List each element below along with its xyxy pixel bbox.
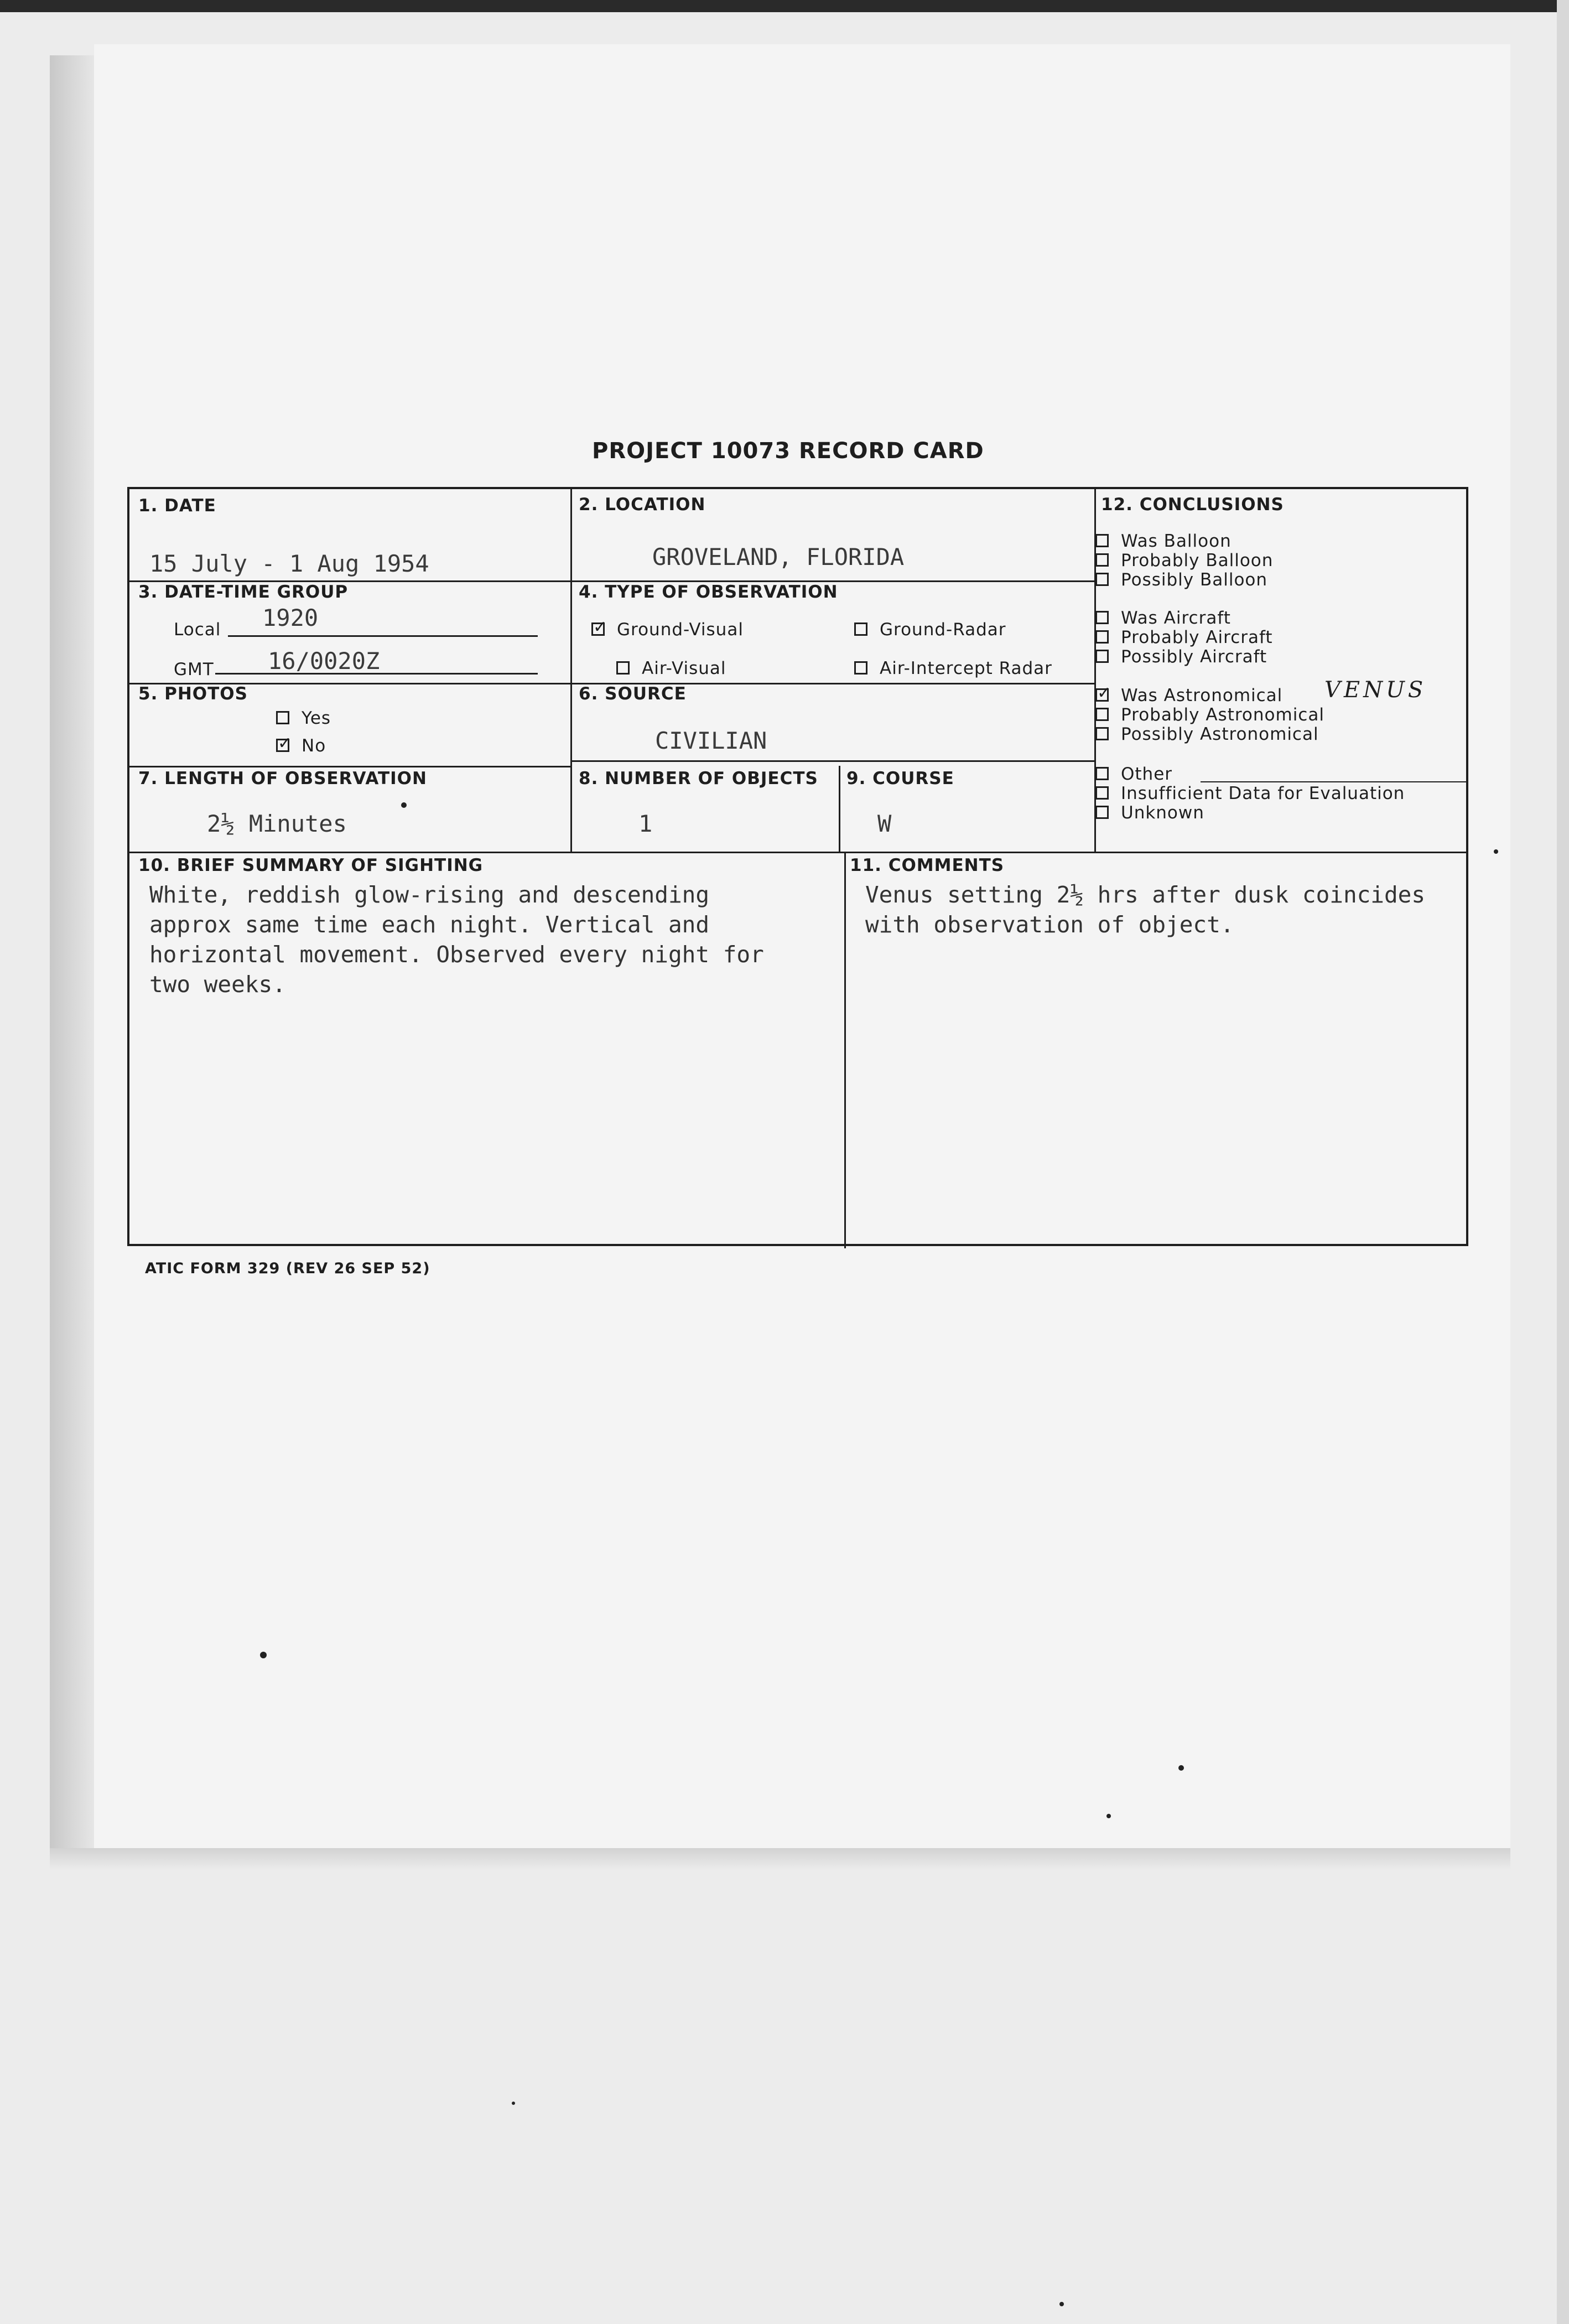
checkbox[interactable] [1095,611,1109,624]
course-label: 9. COURSE [846,769,954,788]
conclusion-probably-balloon[interactable]: Probably Balloon [1095,551,1273,570]
checkbox-ground-radar[interactable] [854,622,867,636]
option-air-intercept-radar[interactable]: Air-Intercept Radar [854,658,1052,678]
dust-speck [1494,849,1498,854]
conclusion-other[interactable]: Other [1095,765,1405,784]
local-value: 1920 [262,604,319,631]
photos-label: 5. PHOTOS [138,684,248,704]
photo-border-right [1557,0,1569,2324]
divider [129,766,570,767]
dust-speck [1106,1814,1111,1818]
checkbox[interactable] [1095,534,1109,547]
local-label: Local [174,620,221,640]
checkbox[interactable] [1095,786,1109,800]
course-value: W [877,810,892,837]
conclusion-probably-aircraft[interactable]: Probably Aircraft [1095,628,1273,647]
divider [570,760,1094,762]
conclusion-probably-astronomical[interactable]: Probably Astronomical [1095,706,1324,725]
divider [570,489,572,853]
number-of-objects-value: 1 [638,810,653,837]
divider [129,852,1466,853]
local-underline [228,635,538,637]
divider [839,766,840,853]
option-air-visual[interactable]: Air-Visual [616,658,726,678]
checkbox[interactable] [1095,708,1109,721]
date-time-group-label: 3. DATE-TIME GROUP [138,582,349,602]
dust-speck [401,802,407,808]
length-of-observation-value: 2½ Minutes [207,810,347,837]
checkbox[interactable] [1095,688,1109,702]
checkbox[interactable] [1095,727,1109,740]
location-value: GROVELAND, FLORIDA [652,543,905,570]
date-value: 15 July - 1 Aug 1954 [149,550,429,577]
dust-speck [1178,1765,1184,1771]
source-value: CIVILIAN [655,727,767,754]
photo-shadow [50,55,94,1848]
checkbox-photos-no[interactable] [276,739,289,752]
conclusion-possibly-astronomical[interactable]: Possibly Astronomical [1095,725,1324,744]
checkbox[interactable] [1095,630,1109,644]
conclusion-was-aircraft[interactable]: Was Aircraft [1095,609,1273,628]
gmt-label: GMT [174,660,214,679]
brief-summary-label: 10. BRIEF SUMMARY OF SIGHTING [138,855,484,875]
checkbox-air-visual[interactable] [616,661,630,675]
location-label: 2. LOCATION [579,495,706,515]
conclusions-group-astronomical [1095,686,1324,744]
number-of-objects-label: 8. NUMBER OF OBJECTS [579,769,818,788]
conclusions-group-other [1095,765,1405,823]
conclusion-possibly-aircraft[interactable]: Possibly Aircraft [1095,647,1273,667]
comments-label: 11. COMMENTS [850,855,1005,875]
conclusion-insufficient-data[interactable]: Insufficient Data for Evaluation [1095,784,1405,803]
type-of-observation-label: 4. TYPE OF OBSERVATION [579,582,838,602]
conclusions-handwritten-note: VENUS [1324,677,1427,703]
conclusions-group-aircraft [1095,609,1273,667]
checkbox[interactable] [1095,806,1109,819]
option-ground-visual[interactable]: ✓Ground-Visual [591,620,744,640]
conclusion-was-balloon[interactable]: Was Balloon [1095,532,1273,551]
checkbox[interactable] [1095,573,1109,586]
option-photos-no[interactable]: ✓No [276,736,326,756]
record-card-form [127,487,1468,1246]
comments-text: Venus setting 2½ hrs after dusk coincides with observation of object. [865,881,1426,938]
card-title: PROJECT 10073 RECORD CARD [592,438,984,464]
checkbox-photos-yes[interactable] [276,711,289,724]
conclusion-was-astronomical[interactable]: ✓Was Astronomical [1095,686,1324,706]
conclusions-label: 12. CONCLUSIONS [1101,495,1284,515]
checkbox[interactable] [1095,553,1109,567]
brief-summary-text: White, reddish glow-rising and descending approx same time each night. Vertical and horizontal movement. Observed every night for two weeks. [149,881,764,998]
source-label: 6. SOURCE [579,684,687,704]
checkbox[interactable] [1095,650,1109,663]
print-shadow [50,1848,1510,1870]
date-label: 1. DATE [138,496,216,516]
checkbox-ground-visual[interactable] [591,622,605,636]
option-photos-yes[interactable]: Yes [276,708,331,728]
dust-speck [1059,2302,1064,2306]
dust-speck [260,1652,267,1658]
option-ground-radar[interactable]: Ground-Radar [854,620,1006,640]
gmt-value: 16/0020Z [268,647,380,675]
dust-speck [512,2102,515,2105]
divider [844,852,846,1248]
length-of-observation-label: 7. LENGTH OF OBSERVATION [138,769,427,788]
conclusion-unknown[interactable]: Unknown [1095,803,1405,823]
conclusions-group-balloon [1095,532,1273,590]
photo-border-top [0,0,1569,12]
conclusion-possibly-balloon[interactable]: Possibly Balloon [1095,570,1273,590]
checkbox[interactable] [1095,767,1109,780]
checkbox-air-intercept-radar[interactable] [854,661,867,675]
form-id: ATIC FORM 329 (REV 26 SEP 52) [145,1260,430,1277]
